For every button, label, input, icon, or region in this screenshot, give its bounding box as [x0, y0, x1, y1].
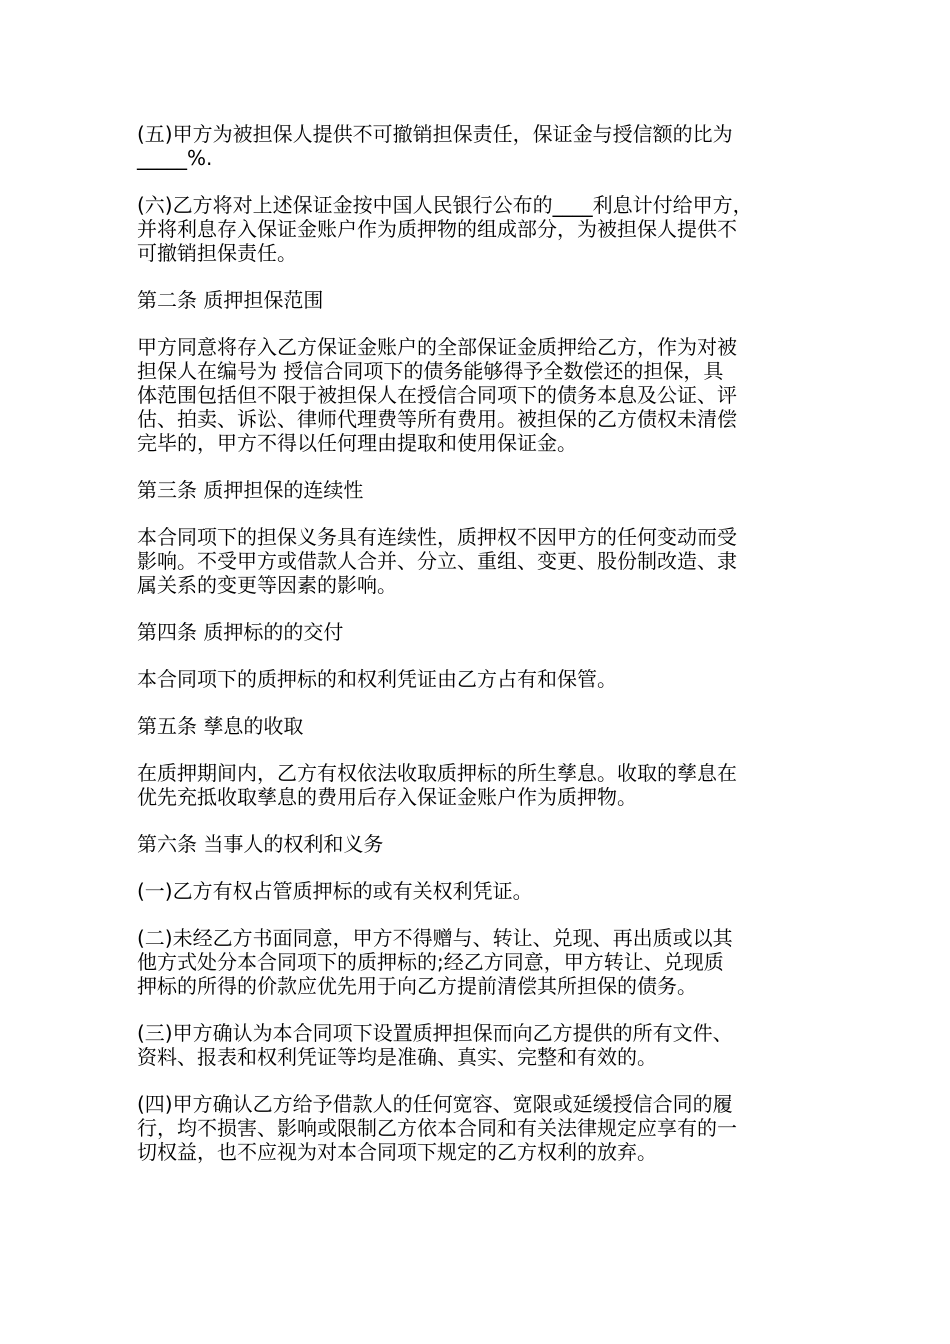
- article-six-item-two: (二)未经乙方书面同意，甲方不得赠与、转让、兑现、再出质或以其 他方式处分本合同项下的质押标的;经乙方同意，甲方转让、兑现质 押标的所得的价款应优先用于向乙方提前清偿其所担保的债务。: [137, 926, 733, 998]
- article-five-heading: 第五条 孳息的收取: [137, 714, 304, 738]
- article-three-body: 本合同项下的担保义务具有连续性，质押权不因甲方的任何变动而受 影响。不受甲方或借款人合并、分立、重组、变更、股份制改造、隶 属关系的变更等因素的影响。: [137, 525, 737, 597]
- document-page: [137, 122, 817, 1187]
- article-six-item-one: (一)乙方有权占管质押标的或有关权利凭证。: [137, 879, 533, 903]
- article-six-item-four: (四)甲方确认乙方给予借款人的任何宽容、宽限或延缓授信合同的履 行，均不损害、影响或限制乙方依本合同和有关法律规定应享有的一 切权益，也不应视为对本合同项下规定的乙方权利的放弃。: [137, 1092, 737, 1164]
- article-six-item-three: (三)甲方确认为本合同项下设置质押担保而向乙方提供的所有文件、 资料、报表和权利凭证等均是准确、真实、完整和有效的。: [137, 1021, 733, 1069]
- article-two-body: 甲方同意将存入乙方保证金账户的全部保证金质押给乙方，作为对被 担保人在编号为 授信合同项下的债务能够得予全数偿还的担保，具 体范围包括但不限于被担保人在授信合同项下的债务本息及公证、评 估、拍卖、诉讼、律师代理费等所有费用。被担保的乙方债权未清偿 完毕的，甲方不得以任何理由提取和使用保证金。: [137, 335, 737, 455]
- paragraph-five: (五)甲方为被担保人提供不可撤销担保责任，保证金与授信额的比为 _____%.: [137, 122, 733, 170]
- article-four-heading: 第四条 质押标的的交付: [137, 620, 344, 644]
- paragraph-six: (六)乙方将对上述保证金按中国人民银行公布的____利息计付给甲方， 并将利息存入保证金账户作为质押物的组成部分，为被担保人提供不 可撤销担保责任。: [137, 193, 753, 265]
- article-two-heading: 第二条 质押担保范围: [137, 288, 324, 312]
- article-three-heading: 第三条 质押担保的连续性: [137, 478, 364, 502]
- article-four-body: 本合同项下的质押标的和权利凭证由乙方占有和保管。: [137, 667, 617, 691]
- article-five-body: 在质押期间内，乙方有权依法收取质押标的所生孳息。收取的孳息在 优先充抵收取孳息的费用后存入保证金账户作为质押物。: [137, 761, 737, 809]
- article-six-heading: 第六条 当事人的权利和义务: [137, 832, 384, 856]
